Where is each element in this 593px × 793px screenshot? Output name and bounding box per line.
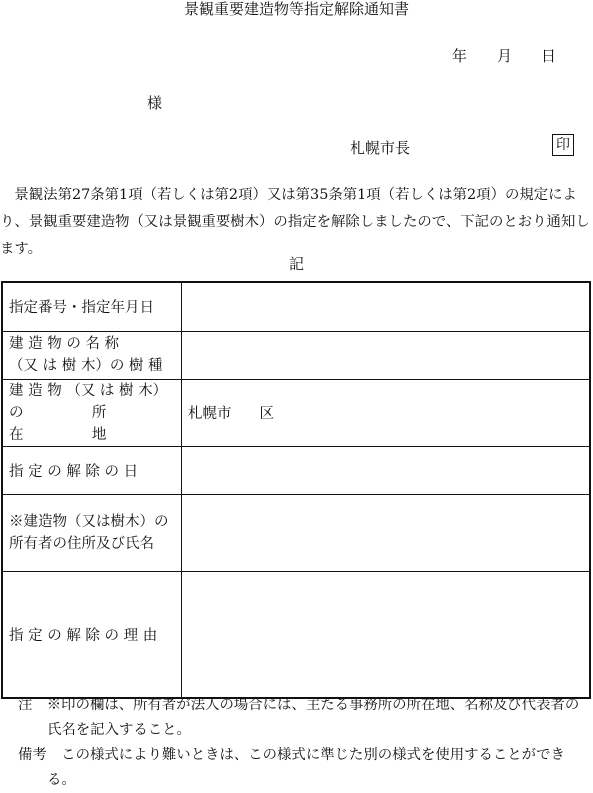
row-label-location xyxy=(2,379,182,446)
value-designation-number[interactable] xyxy=(182,282,591,331)
date-year-label: 年 xyxy=(452,47,468,65)
table-row xyxy=(2,331,590,379)
value-release-reason[interactable] xyxy=(182,571,591,698)
note-1-line-1: 注 ※印の欄は、所有者が法人の場合には、主たる事務所の所在地、名称及び代表者の xyxy=(18,697,580,713)
row-label-designation-number xyxy=(2,282,182,331)
label-text: 指 定 の 解 除 の 日 xyxy=(9,463,139,480)
notes-section xyxy=(0,693,593,793)
value-location[interactable] xyxy=(182,379,591,446)
label-line: （又 は 樹 木）の 樹 種 xyxy=(9,358,163,374)
document-title: 景観重要建造物等指定解除通知書 xyxy=(183,0,409,18)
note-2-line-1: 備考 この様式により難いときは、この様式に準じた別の様式を使用することができ xyxy=(18,747,565,763)
label-text: 所有者の住所及び氏名 xyxy=(9,535,154,552)
table-row xyxy=(2,282,590,331)
date-month-label: 月 xyxy=(497,47,513,65)
label-line: 建 造 物 （又 は 樹 木） xyxy=(9,382,168,399)
addressee-suffix: 様 xyxy=(147,94,163,112)
label-line: 建 造 物 の 名 称 xyxy=(9,336,120,352)
seal-mark: 印 xyxy=(552,134,574,156)
table-row xyxy=(2,446,590,494)
row-label-release-reason xyxy=(2,571,182,698)
table-row xyxy=(2,571,590,698)
location-ward: 区 xyxy=(259,406,274,422)
label-text xyxy=(9,355,175,377)
table-row xyxy=(2,379,590,446)
label-text: ※建造物（又は樹木）の xyxy=(9,513,169,530)
row-label-building-name xyxy=(2,331,182,379)
label-text: 指 定 の 解 除 の 理 由 xyxy=(9,627,158,644)
date-day-label: 日 xyxy=(541,47,557,65)
label-line: の 所 在 地 xyxy=(9,404,139,443)
location-city: 札幌市 xyxy=(188,406,232,422)
label-text: 指定番号・指定年月日 xyxy=(9,300,154,317)
value-building-name[interactable] xyxy=(182,331,591,379)
value-release-date[interactable] xyxy=(182,446,591,494)
label-text xyxy=(9,402,175,446)
sender-name: 札幌市長 xyxy=(350,139,411,157)
label-text xyxy=(9,380,175,402)
value-owner[interactable] xyxy=(182,494,591,571)
note-1-line-2: 氏名を記入すること。 xyxy=(47,722,191,738)
row-label-release-date xyxy=(2,446,182,494)
row-label-owner xyxy=(2,494,182,571)
ki-heading: 記 xyxy=(288,255,304,273)
label-text xyxy=(9,333,175,355)
designation-table xyxy=(1,281,591,699)
notice-body: 景観法第27条第1項（若しくは第2項）又は第35条第1項（若しくは第2項）の規定により、景観重要建造物（又は景観重要樹木）の指定を解除しましたので、下記のとおり通知します。 xyxy=(0,187,590,257)
note-2-line-2: る。 xyxy=(47,772,76,788)
table-row xyxy=(2,494,590,571)
